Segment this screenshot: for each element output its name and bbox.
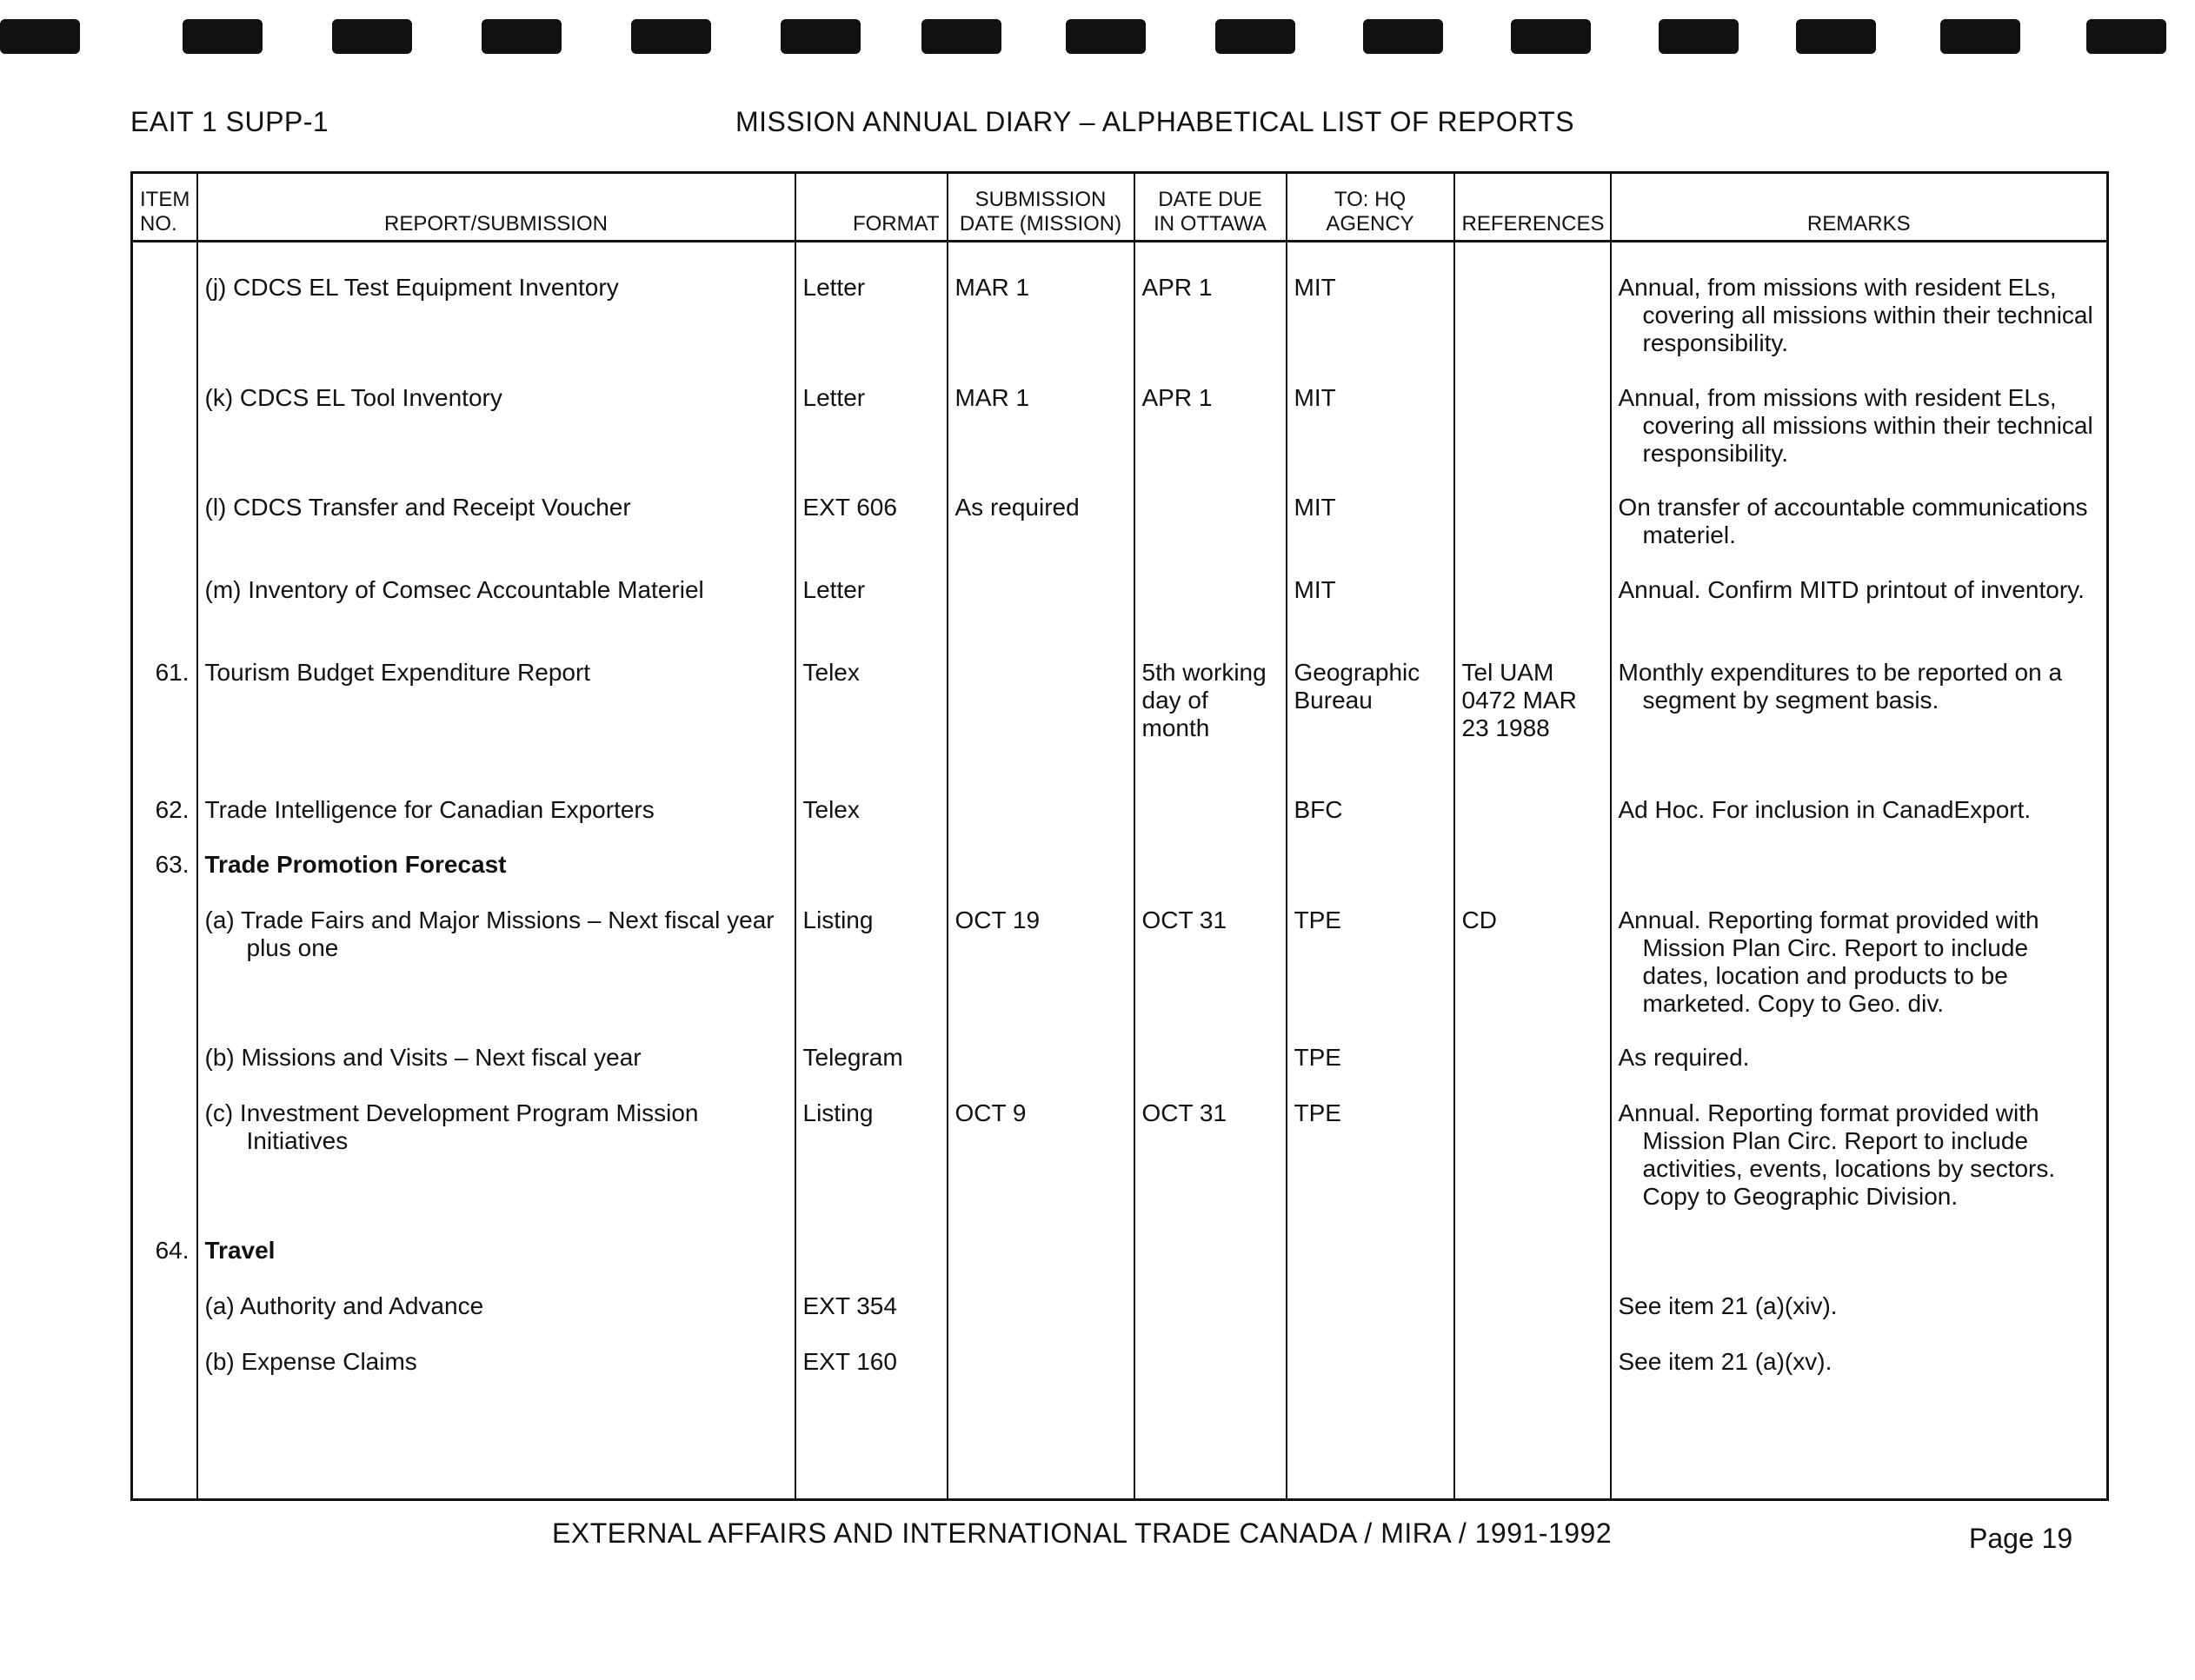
cell-remarks: As required. xyxy=(1611,1044,2108,1099)
cell-references xyxy=(1454,242,1611,385)
cell-report: (c) Investment Development Program Mission Initiatives xyxy=(197,1099,795,1237)
cell-agency: MIT xyxy=(1287,384,1454,494)
cell-references xyxy=(1454,1237,1611,1292)
cell-agency: BFC xyxy=(1287,796,1454,851)
col-header-submission-date: SUBMISSION DATE (MISSION) xyxy=(948,173,1134,242)
cell-report: (b) Expense Claims xyxy=(197,1348,795,1403)
table-row xyxy=(132,851,2108,906)
cell-item xyxy=(132,1044,197,1099)
cell-item: 64. xyxy=(132,1237,197,1292)
cell-submission-date xyxy=(948,851,1134,906)
cell-date-due xyxy=(1134,1348,1287,1403)
cell-report: (b) Missions and Visits – Next fiscal year xyxy=(197,1044,795,1099)
cell-submission-date xyxy=(948,1237,1134,1292)
cell-format: Letter xyxy=(795,576,948,659)
cell-report: Trade Promotion Forecast xyxy=(197,851,795,906)
cell-submission-date: As required xyxy=(948,494,1134,576)
cell-format: EXT 606 xyxy=(795,494,948,576)
cell-submission-date: OCT 19 xyxy=(948,906,1134,1044)
cell-agency: TPE xyxy=(1287,906,1454,1044)
col-header-references: REFERENCES xyxy=(1454,173,1611,242)
footer-text: EXTERNAL AFFAIRS AND INTERNATIONAL TRADE CANADA / MIRA / 1991-1992 xyxy=(552,1517,1613,1549)
cell-agency: MIT xyxy=(1287,242,1454,385)
cell-agency: TPE xyxy=(1287,1099,1454,1237)
table-row xyxy=(132,1292,2108,1348)
col-header-item: ITEM NO. xyxy=(132,173,197,242)
cell-references xyxy=(1454,1099,1611,1237)
document-code: EAIT 1 SUPP-1 xyxy=(130,106,329,137)
cell-remarks: Annual, from missions with resident ELs, covering all missions within their technical responsibility. xyxy=(1611,242,2108,385)
table-row xyxy=(132,1348,2108,1403)
table-row xyxy=(132,494,2108,576)
cell-date-due xyxy=(1134,1292,1287,1348)
cell-references xyxy=(1454,1044,1611,1099)
cell-date-due: OCT 31 xyxy=(1134,1099,1287,1237)
cell-submission-date xyxy=(948,1348,1134,1403)
cell-date-due xyxy=(1134,851,1287,906)
cell-format: Listing xyxy=(795,1099,948,1237)
cell-submission-date: MAR 1 xyxy=(948,242,1134,385)
cell-format: Telex xyxy=(795,659,948,796)
table-row xyxy=(132,384,2108,494)
cell-report: Travel xyxy=(197,1237,795,1292)
cell-references xyxy=(1454,1292,1611,1348)
cell-remarks: Annual. Confirm MITD printout of inventory. xyxy=(1611,576,2108,659)
cell-item xyxy=(132,1348,197,1403)
table-row xyxy=(132,796,2108,851)
binder-punch-holes xyxy=(0,19,2195,57)
cell-date-due: APR 1 xyxy=(1134,242,1287,385)
cell-submission-date xyxy=(948,659,1134,796)
cell-references: CD xyxy=(1454,906,1611,1044)
cell-remarks: Annual, from missions with resident ELs, covering all missions within their technical responsibility. xyxy=(1611,384,2108,494)
cell-references xyxy=(1454,1348,1611,1403)
cell-date-due: OCT 31 xyxy=(1134,906,1287,1044)
col-header-agency: TO: HQ AGENCY xyxy=(1287,173,1454,242)
table-row xyxy=(132,1099,2108,1237)
table-row xyxy=(132,242,2108,385)
table-row xyxy=(132,1044,2108,1099)
cell-report: Tourism Budget Expenditure Report xyxy=(197,659,795,796)
cell-item xyxy=(132,242,197,385)
cell-date-due: 5th working day of month xyxy=(1134,659,1287,796)
cell-remarks xyxy=(1611,1237,2108,1292)
cell-agency: Geographic Bureau xyxy=(1287,659,1454,796)
cell-date-due xyxy=(1134,1044,1287,1099)
cell-report: (k) CDCS EL Tool Inventory xyxy=(197,384,795,494)
cell-report: (a) Authority and Advance xyxy=(197,1292,795,1348)
cell-date-due xyxy=(1134,494,1287,576)
col-header-format: FORMAT xyxy=(795,173,948,242)
cell-references xyxy=(1454,796,1611,851)
cell-agency xyxy=(1287,1292,1454,1348)
cell-format: Letter xyxy=(795,384,948,494)
cell-remarks: See item 21 (a)(xiv). xyxy=(1611,1292,2108,1348)
cell-format: Listing xyxy=(795,906,948,1044)
page-title: MISSION ANNUAL DIARY – ALPHABETICAL LIST OF REPORTS xyxy=(735,106,1575,137)
cell-agency: MIT xyxy=(1287,576,1454,659)
cell-references xyxy=(1454,851,1611,906)
cell-date-due xyxy=(1134,576,1287,659)
cell-item: 62. xyxy=(132,796,197,851)
cell-submission-date xyxy=(948,576,1134,659)
cell-report: Trade Intelligence for Canadian Exporters xyxy=(197,796,795,851)
cell-agency xyxy=(1287,1237,1454,1292)
table-row xyxy=(132,906,2108,1044)
cell-remarks: Annual. Reporting format provided with Mission Plan Circ. Report to include activities, events, locations by sectors. Copy to Geographic Division. xyxy=(1611,1099,2108,1237)
cell-submission-date: MAR 1 xyxy=(948,384,1134,494)
cell-item: 63. xyxy=(132,851,197,906)
col-header-remarks: REMARKS xyxy=(1611,173,2108,242)
table-row xyxy=(132,1237,2108,1292)
cell-date-due xyxy=(1134,1237,1287,1292)
cell-format: Telex xyxy=(795,796,948,851)
cell-references xyxy=(1454,576,1611,659)
cell-references xyxy=(1454,494,1611,576)
cell-remarks: Annual. Reporting format provided with Mission Plan Circ. Report to include dates, location and products to be marketed. Copy to Geo. div. xyxy=(1611,906,2108,1044)
cell-format: EXT 354 xyxy=(795,1292,948,1348)
cell-agency: TPE xyxy=(1287,1044,1454,1099)
cell-format: Telegram xyxy=(795,1044,948,1099)
cell-date-due xyxy=(1134,796,1287,851)
cell-submission-date: OCT 9 xyxy=(948,1099,1134,1237)
cell-report: (a) Trade Fairs and Major Missions – Next fiscal year plus one xyxy=(197,906,795,1044)
cell-item xyxy=(132,494,197,576)
cell-format xyxy=(795,1237,948,1292)
cell-item: 61. xyxy=(132,659,197,796)
cell-report: (l) CDCS Transfer and Receipt Voucher xyxy=(197,494,795,576)
cell-references xyxy=(1454,384,1611,494)
col-header-report: REPORT/SUBMISSION xyxy=(197,173,795,242)
cell-item xyxy=(132,1099,197,1237)
cell-submission-date xyxy=(948,796,1134,851)
cell-references: Tel UAM 0472 MAR 23 1988 xyxy=(1454,659,1611,796)
cell-submission-date xyxy=(948,1292,1134,1348)
reports-table xyxy=(130,171,2109,1501)
cell-submission-date xyxy=(948,1044,1134,1099)
cell-remarks: Ad Hoc. For inclusion in CanadExport. xyxy=(1611,796,2108,851)
cell-remarks: On transfer of accountable communications materiel. xyxy=(1611,494,2108,576)
page-number: Page 19 xyxy=(1969,1523,2073,1554)
table-header-row xyxy=(132,173,2108,242)
cell-format: EXT 160 xyxy=(795,1348,948,1403)
cell-agency xyxy=(1287,851,1454,906)
cell-item xyxy=(132,384,197,494)
cell-remarks xyxy=(1611,851,2108,906)
cell-agency xyxy=(1287,1348,1454,1403)
cell-remarks: See item 21 (a)(xv). xyxy=(1611,1348,2108,1403)
cell-report: (m) Inventory of Comsec Accountable Materiel xyxy=(197,576,795,659)
cell-report: (j) CDCS EL Test Equipment Inventory xyxy=(197,242,795,385)
cell-date-due: APR 1 xyxy=(1134,384,1287,494)
cell-format: Letter xyxy=(795,242,948,385)
col-header-date-due: DATE DUE IN OTTAWA xyxy=(1134,173,1287,242)
table-filler-row xyxy=(132,1403,2108,1500)
table-row xyxy=(132,576,2108,659)
cell-format xyxy=(795,851,948,906)
cell-agency: MIT xyxy=(1287,494,1454,576)
cell-item xyxy=(132,1292,197,1348)
table-row xyxy=(132,659,2108,796)
cell-item xyxy=(132,576,197,659)
cell-item xyxy=(132,906,197,1044)
cell-remarks: Monthly expenditures to be reported on a segment by segment basis. xyxy=(1611,659,2108,796)
